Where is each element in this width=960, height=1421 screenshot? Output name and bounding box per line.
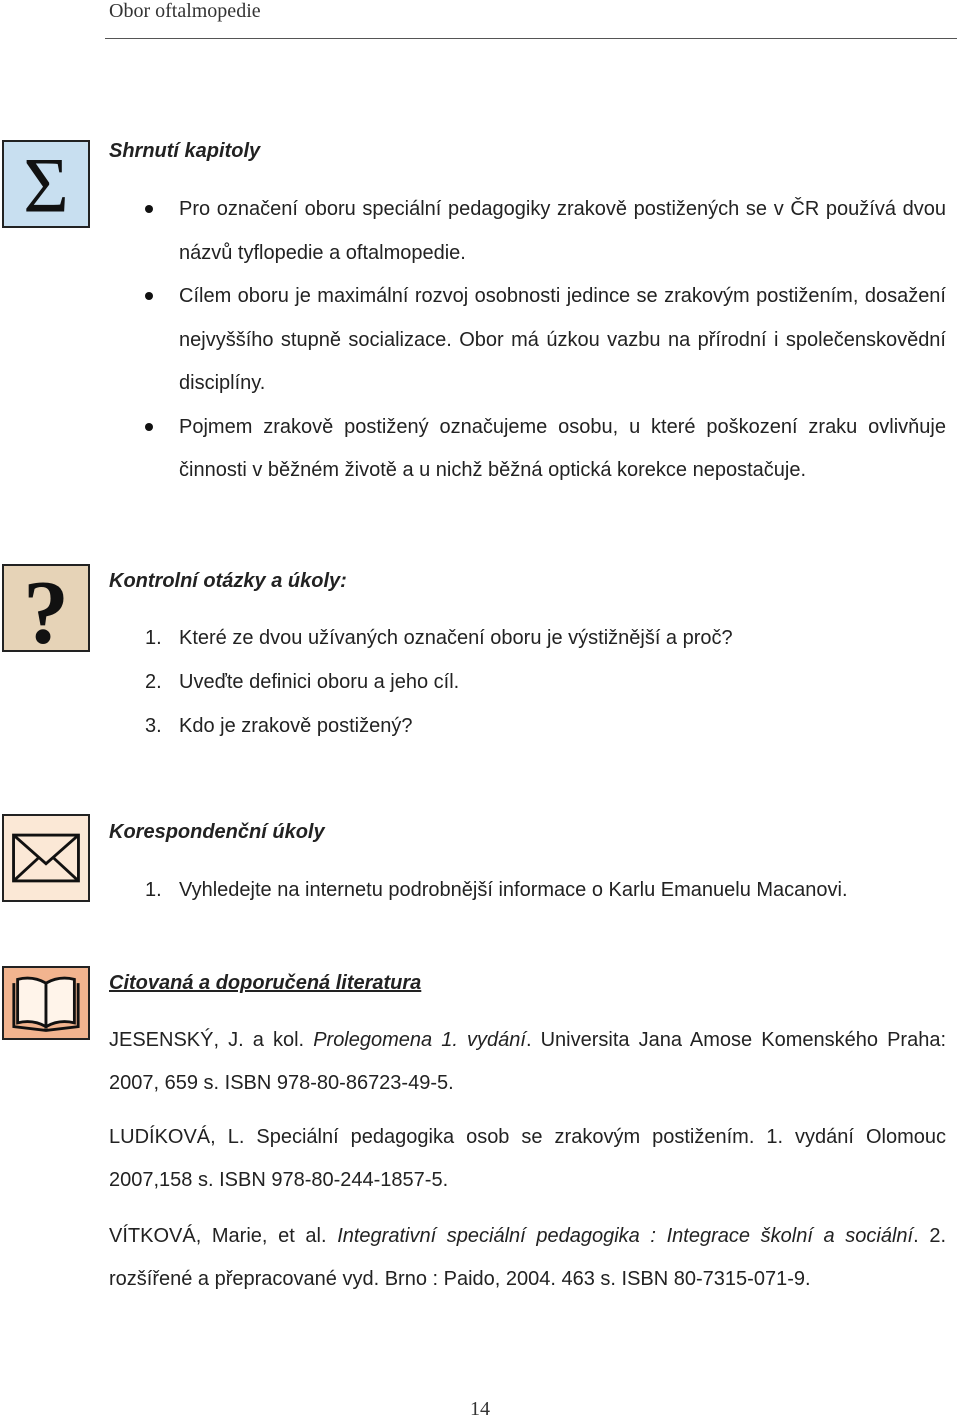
summary-list [109,188,946,493]
list-item-number: 1. [145,879,162,901]
correspondence-title: Korespondenční úkoly [109,821,325,843]
sigma-icon [2,140,90,228]
list-item [109,868,946,912]
summary-title: Shrnutí kapitoly [109,140,261,162]
entry-text: . Universita Jana Amose Komenského Praha: 2007, 659 s. ISBN 978-80-86723-49-5. [109,1029,947,1094]
literature-entry [109,1215,946,1301]
list-item-text: Pro označení oboru speciální pedagogiky zrakově postižených se v ČR používá dvou názvů tyflopedie a oftalmopedie. [179,198,946,264]
list-item-text: Které ze dvou užívaných označení oboru je výstižnější a proč? [179,627,733,649]
entry-text: JESENSKÝ, J. a kol. [109,1029,314,1051]
list-item [109,188,946,275]
literature-entry [109,1019,946,1105]
bullet-icon [145,423,153,431]
list-item-number: 3. [145,715,162,737]
entry-italic: Integrativní speciální pedagogika : Integrace školní a sociální [337,1225,914,1247]
questions-list [109,616,946,748]
list-item [109,406,946,493]
entry-text: LUDÍKOVÁ, L. Speciální pedagogika osob se zrakovým postižením. 1. vydání Olomouc 2007,158 s. ISBN 978-80-244-1857-5. [109,1126,946,1191]
list-item [109,616,946,660]
entry-text: VÍTKOVÁ, Marie, et al. [109,1225,338,1247]
questions-title: Kontrolní otázky a úkoly: [109,570,347,592]
svg-text:?: ? [23,566,69,650]
list-item-text: Cílem oboru je maximální rozvoj osobnosti jedince se zrakovým postižením, dosažení nejvyššího stupně socializace. Obor má úzkou vazbu na přírodní i společenskovědní disciplíny. [179,285,946,394]
list-item [109,660,946,704]
bullet-icon [145,292,153,300]
book-icon [2,966,90,1040]
entry-text: . 2. rozšířené a přepracované vyd. Brno : Paido, 2004. 463 s. ISBN 80-7315-071-9. [109,1225,947,1290]
question-mark-icon [2,564,90,652]
list-item-number: 1. [145,627,162,649]
svg-text:Σ: Σ [23,142,69,226]
header-title: Obor oftalmopedie [109,0,261,22]
list-item-text: Kdo je zrakově postižený? [179,715,413,737]
list-item [109,275,946,406]
bullet-icon [145,205,153,213]
literature-entry [109,1116,946,1202]
list-item [109,704,946,748]
entry-italic: Prolegomena 1. vydání [313,1029,526,1051]
header-rule [105,38,957,39]
list-item-text: Pojmem zrakově postižený označujeme osobu, u které poškození zraku ovlivňuje činnosti v běžném životě a u nichž běžná optická korekce nepostačuje. [179,415,946,481]
correspondence-list [109,868,946,912]
list-item-text: Uveďte definici oboru a jeho cíl. [179,671,460,693]
page-number: 14 [470,1398,490,1420]
list-item-number: 2. [145,671,162,693]
list-item-text: Vyhledejte na internetu podrobnější informace o Karlu Emanuelu Macanovi. [179,879,848,901]
literature-title: Citovaná a doporučená literatura [109,972,422,994]
envelope-icon [2,814,90,902]
